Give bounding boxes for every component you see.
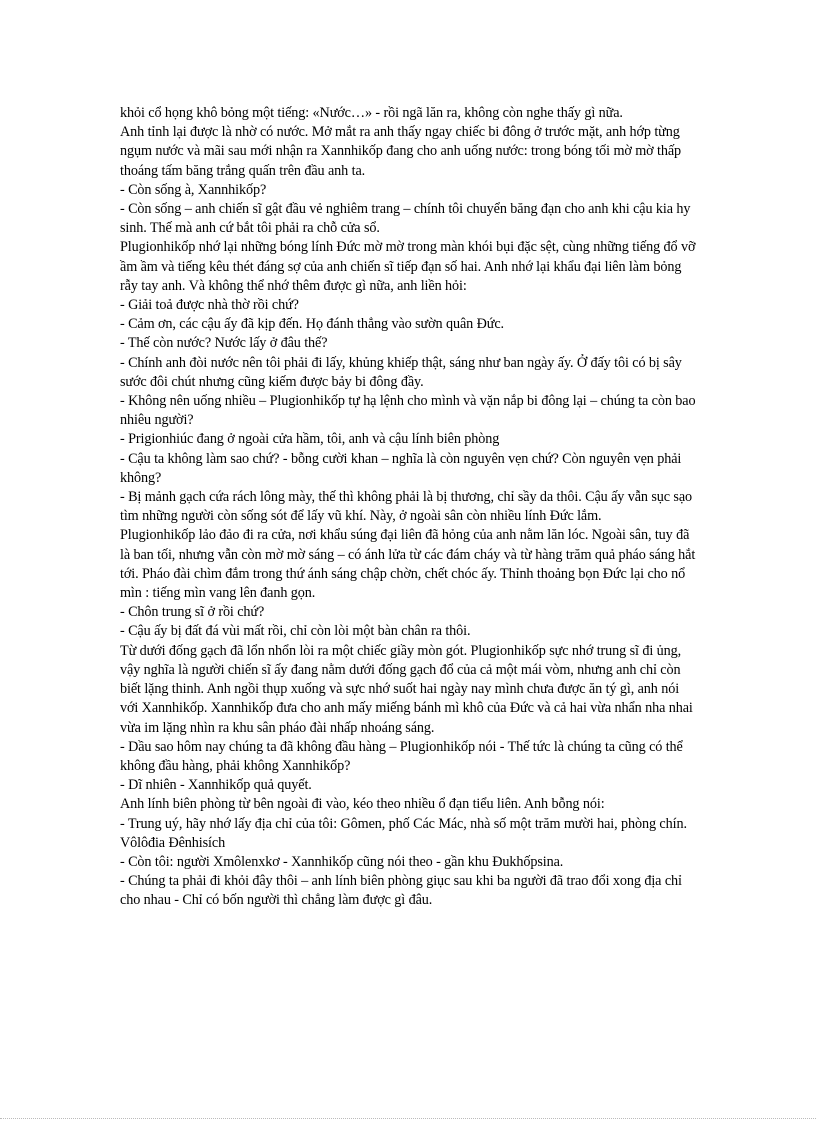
dialogue-line: - Prigionhiúc đang ở ngoài cửa hầm, tôi, anh và cậu lính biên phòng [120,431,500,448]
dialogue-line: - Chính anh đòi nước nên tôi phải đi lấy, khủng khiếp thật, sáng như ban ngày ấy. Ở đấy tôi có bị sây sước đôi chút nhưng cũng kiếm được bảy bi đông đầy. [120,354,682,390]
document-body [120,104,700,911]
paragraph: khỏi cổ họng khô bỏng một tiếng: «Nước…» - rồi ngã lăn ra, không còn nghe thấy gì nữa. [120,105,623,121]
dialogue-line: - Bị mảnh gạch cứa rách lông mày, thế thì không phải là bị thương, chỉ sầy da thôi. Cậu ấy vẫn sục sạo tìm những người còn sống sót để lấy vũ khí. Này, ở ngoài sân còn nhiều lính Đức lắm. [120,489,693,525]
dialogue-line: - Cảm ơn, các cậu ấy đã kịp đến. Họ đánh thẳng vào sườn quân Đức. [120,316,504,333]
dialogue-line: - Chúng ta phải đi khỏi đây thôi – anh lính biên phòng giục sau khi ba người đã trao đổi xong địa chỉ cho nhau - Chỉ có bốn người thì chẳng làm được gì đâu. [120,873,682,909]
dialogue-line: - Thế còn nước? Nước lấy ở đâu thế? [120,335,328,352]
dialogue-line: - Còn sống – anh chiến sĩ gật đầu vẻ nghiêm trang – chính tôi chuyển băng đạn cho anh khi cậu kia hy sinh. Thế mà anh cứ bắt tôi phải ra chỗ cửa sổ. [120,201,691,237]
paragraph: Anh lính biên phòng từ bên ngoài đi vào, kéo theo nhiều ổ đạn tiểu liên. Anh bỗng nói: [120,796,605,813]
dialogue-line: - Cậu ta không làm sao chứ? - bỗng cười khan – nghĩa là còn nguyên vẹn chứ? Còn nguyên vẹn phải không? [120,450,682,486]
paragraph: Từ dưới đống gạch đã lổn nhổn lòi ra một chiếc giầy mòn gót. Plugionhikốp sực nhớ trung sĩ đi ủng, vậy nghĩa là người chiến sĩ ấy đang nằm dưới đống gạch đổ của cả một mái vòm, nhưng anh chỉ còn biết lặng thinh. Anh ngồi thụp xuống và sực nhớ suốt hai ngày nay mình chưa được ăn tý gì, anh nói với Xannhikốp. Xannhikốp đưa cho anh mấy miếng bánh mì khô của Đức và cả hai vừa nhẩn nha nhai vừa im lặng nhìn ra khu sân pháo đài nhấp nhoáng sáng. [120,642,693,736]
dialogue-line: - Giải toả được nhà thờ rồi chứ? [120,297,299,314]
dialogue-line: - Trung uý, hãy nhớ lấy địa chỉ của tôi: Gômen, phố Các Mác, nhà số một trăm mười hai, phòng chín. Vôlôđia Đênhisích [120,815,687,851]
dialogue-line: - Dĩ nhiên - Xannhikốp quả quyết. [120,777,312,794]
dialogue-line: - Còn tôi: người Xmôlenxkơ - Xannhikốp cũng nói theo - gần khu Đukhốpsina. [120,853,564,870]
dialogue-line: - Còn sống à, Xannhikốp? [120,181,267,198]
paragraph: Plugionhikốp nhớ lại những bóng lính Đức mờ mờ trong màn khói bụi đặc sệt, cùng những tiếng đổ vỡ ầm ầm và tiếng kêu thét đáng sợ của anh chiến sĩ tiếp đạn số hai. Anh nhớ lại khẩu đại liên làm bỏng rẫy tay anh. Và không thể nhớ thêm được gì nữa, anh liền hỏi: [120,239,696,294]
dialogue-line: - Cậu ấy bị đất đá vùi mất rồi, chỉ còn lòi một bàn chân ra thôi. [120,623,471,640]
paragraph: Anh tỉnh lại được là nhờ có nước. Mở mắt ra anh thấy ngay chiếc bi đông ở trước mặt, anh hớp từng ngụm nước và mãi sau mới nhận ra Xannhikốp đang cho anh uống nước: trong bóng tối mờ mờ thấp thoáng tấm băng trắng quấn trên đầu anh ta. [120,124,682,179]
dialogue-line: - Chôn trung sĩ ở rồi chứ? [120,604,265,621]
paragraph: Plugionhikốp lảo đảo đi ra cửa, nơi khẩu súng đại liên đã hỏng của anh nằm lăn lóc. Ngoài sân, tuy đã là ban tối, nhưng vẫn còn mờ mờ sáng – có ánh lửa từ các đám cháy và từ hàng trăm quả pháo sáng hắt tới. Pháo đài chìm đắm trong thứ ánh sáng chập chờn, chết chóc ấy. Thỉnh thoảng bọn Đức lại cho nổ mìn : tiếng mìn vang lên đanh gọn. [120,527,696,602]
dialogue-line: - Không nên uống nhiều – Plugionhikốp tự hạ lệnh cho mình và vặn nắp bi đông lại – chúng ta còn bao nhiêu người? [120,393,696,429]
page-bottom-border [0,1117,816,1119]
dialogue-line: - Dầu sao hôm nay chúng ta đã không đầu hàng – Plugionhikốp nói - Thế tức là chúng ta cũng có thể không đầu hàng, phải không Xannhikốp? [120,738,683,774]
